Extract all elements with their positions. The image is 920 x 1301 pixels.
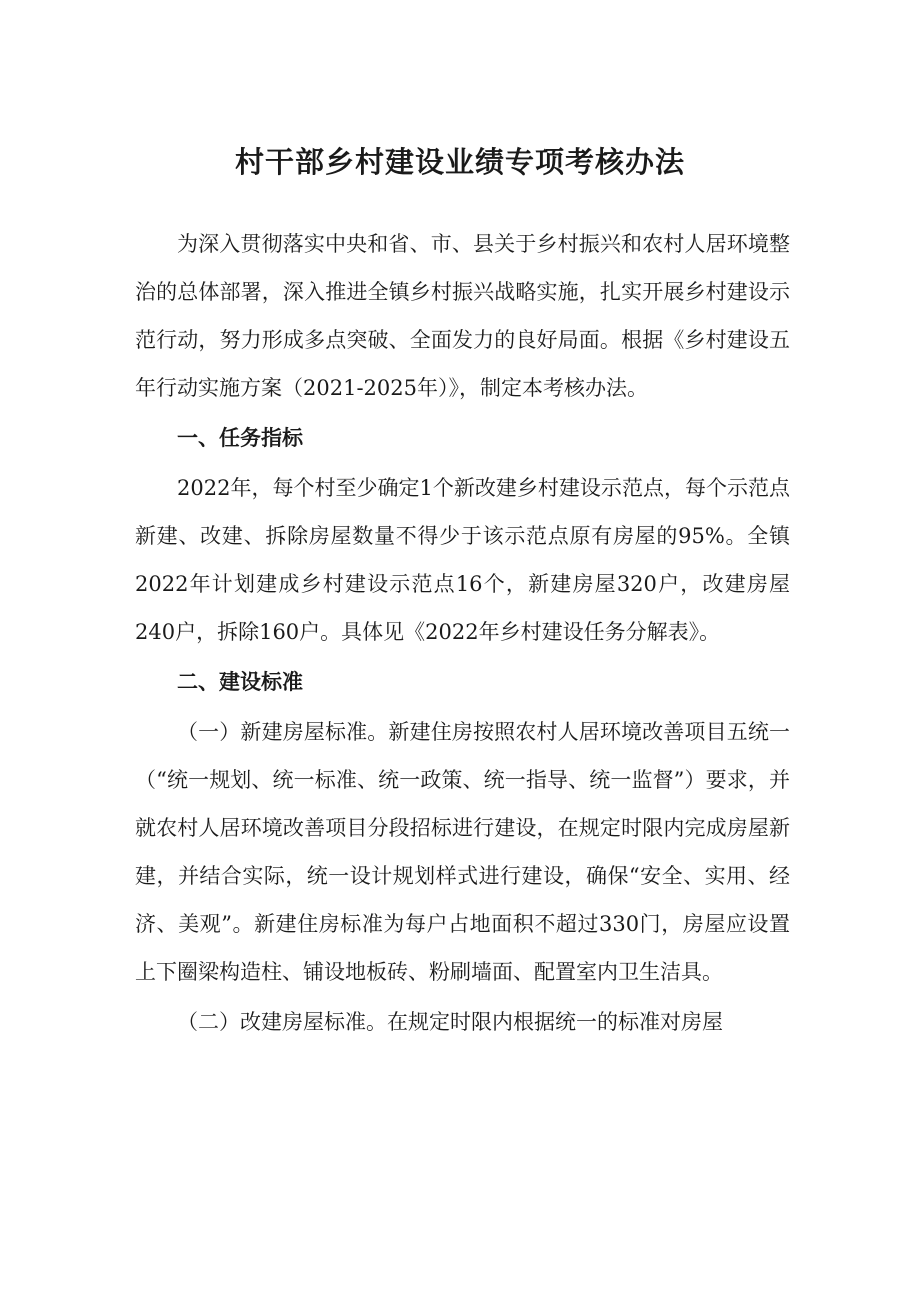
section-heading-tasks: 一、任务指标 — [177, 426, 303, 450]
tasks-paragraph: 2022年，每个村至少确定1个新改建乡村建设示范点，每个示范点新建、改建、拆除房屋数量不得少于该示范点原有房屋的95%。全镇2022年计划建成乡村建设示范点16个，新建房屋320户，改建房屋240户，拆除160户。具体见《2022年乡村建设任务分解表》。 — [135, 476, 790, 644]
document-title: 村干部乡村建设业绩专项考核办法 — [234, 145, 685, 179]
new-house-standard-paragraph: （一）新建房屋标准。新建住房按照农村人居环境改善项目五统一（“统一规划、统一标准、统一政策、统一指导、统一监督”）要求，并就农村人居环境改善项目分段招标进行建设，在规定时限内完成房屋新建，并结合实际，统一设计规划样式进行建设，确保“安全、实用、经济、美观”。新建住房标准为每户占地面积不超过330门，房屋应设置上下圈梁构造柱、铺设地板砖、粉刷墙面、配置室内卫生洁具。 — [135, 720, 790, 984]
document-body — [135, 220, 790, 1046]
intro-paragraph: 为深入贯彻落实中央和省、市、县关于乡村振兴和农村人居环境整治的总体部署，深入推进全镇乡村振兴战略实施，扎实开展乡村建设示范行动，努力形成多点突破、全面发力的良好局面。根据《乡村建设五年行动实施方案（2021-2025年）》，制定本考核办法。 — [135, 232, 790, 400]
renovation-standard-paragraph: （二）改建房屋标准。在规定时限内根据统一的标准对房屋 — [177, 1010, 723, 1034]
section-heading-standards: 二、建设标准 — [177, 670, 303, 694]
